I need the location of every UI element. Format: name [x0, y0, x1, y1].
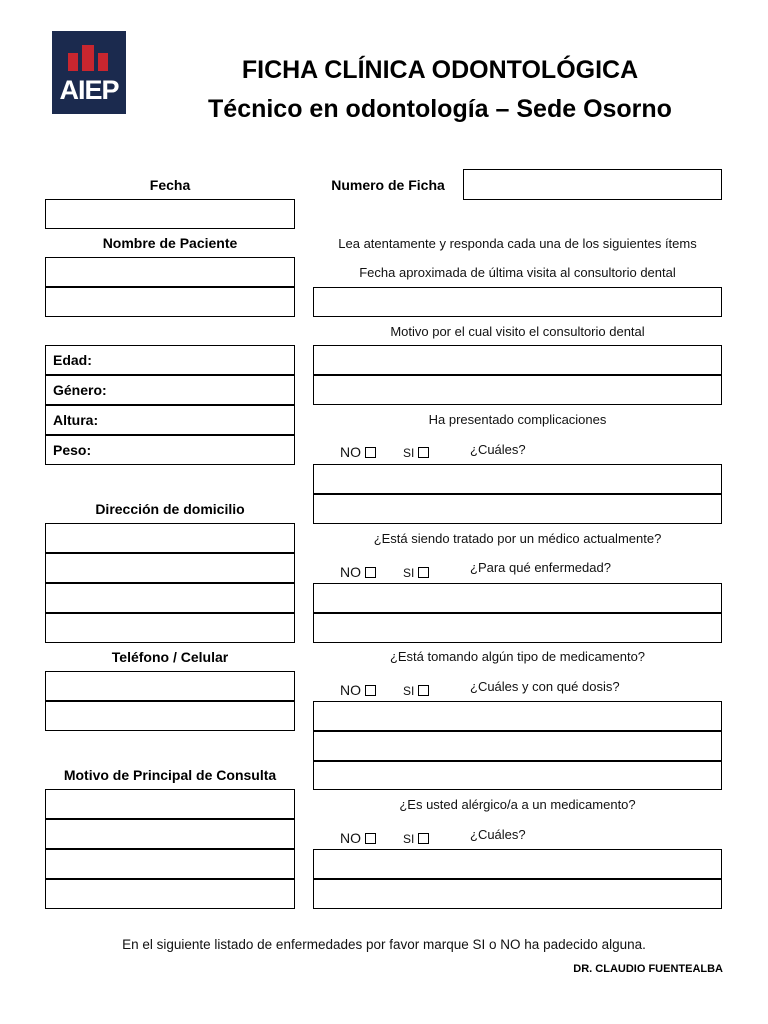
motivo-visita-field-2[interactable]: [313, 375, 722, 405]
q-alergico-follow: ¿Cuáles?: [470, 827, 526, 842]
altura-field[interactable]: [45, 405, 295, 435]
direccion-label: Dirección de domicilio: [95, 501, 245, 517]
no-label: NO: [340, 830, 361, 846]
checkbox-icon[interactable]: [365, 567, 376, 578]
logo-bar: [98, 53, 108, 71]
no-label: NO: [340, 564, 361, 580]
direccion-field-4[interactable]: [45, 613, 295, 643]
paciente-label: Nombre de Paciente: [102, 235, 238, 251]
peso-label: Peso:: [53, 442, 92, 458]
checkbox-icon[interactable]: [365, 447, 376, 458]
medicamento-field-2[interactable]: [313, 731, 722, 761]
page-subtitle: Técnico en odontología – Sede Osorno: [208, 95, 672, 123]
paciente-field-2[interactable]: [45, 287, 295, 317]
alergico-no[interactable]: [340, 830, 376, 846]
checkbox-icon[interactable]: [365, 833, 376, 844]
direccion-field-3[interactable]: [45, 583, 295, 613]
signature: DR. CLAUDIO FUENTEALBA: [573, 963, 723, 975]
alergico-field-2[interactable]: [313, 879, 722, 909]
motivo-field-1[interactable]: [45, 789, 295, 819]
complicaciones-field-2[interactable]: [313, 494, 722, 524]
q-complicaciones: Ha presentado complicaciones: [428, 412, 607, 427]
logo-bar: [82, 45, 94, 71]
logo-text: AIEP: [59, 75, 119, 105]
telefono-field-2[interactable]: [45, 701, 295, 731]
q-medicamento: ¿Está tomando algún tipo de medicamento?: [389, 649, 646, 664]
numero-ficha-label: Numero de Ficha: [331, 177, 445, 193]
altura-label: Altura:: [53, 412, 99, 428]
complicaciones-field-1[interactable]: [313, 464, 722, 494]
tratado-field-1[interactable]: [313, 583, 722, 613]
tratado-field-2[interactable]: [313, 613, 722, 643]
checkbox-icon[interactable]: [418, 447, 429, 458]
motivo-visita-field-1[interactable]: [313, 345, 722, 375]
si-label: SI: [403, 446, 415, 460]
alergico-field-1[interactable]: [313, 849, 722, 879]
edad-field[interactable]: [45, 345, 295, 375]
motivo-label: Motivo de Principal de Consulta: [63, 767, 277, 783]
numero-ficha-field[interactable]: [463, 169, 722, 200]
q-ultima-visita: Fecha aproximada de última visita al consultorio dental: [359, 265, 676, 280]
telefono-label: Teléfono / Celular: [111, 649, 229, 665]
tratado-si[interactable]: [403, 564, 429, 580]
peso-field[interactable]: [45, 435, 295, 465]
direccion-field-2[interactable]: [45, 553, 295, 583]
paciente-field-1[interactable]: [45, 257, 295, 287]
q-medicamento-follow: ¿Cuáles y con qué dosis?: [470, 679, 620, 694]
tratado-no[interactable]: [340, 564, 376, 580]
si-label: SI: [403, 566, 415, 580]
checkbox-icon[interactable]: [418, 567, 429, 578]
instruction-text: Lea atentamente y responda cada una de los siguientes ítems: [338, 236, 697, 251]
q-alergico: ¿Es usted alérgico/a a un medicamento?: [399, 797, 636, 812]
medicamento-field-1[interactable]: [313, 701, 722, 731]
footer-note: En el siguiente listado de enfermedades por favor marque SI o NO ha padecido alguna.: [122, 937, 646, 952]
no-label: NO: [340, 682, 361, 698]
medicamento-field-3[interactable]: [313, 761, 722, 790]
checkbox-icon[interactable]: [418, 685, 429, 696]
page-title: FICHA CLÍNICA ODONTOLÓGICA: [241, 56, 639, 84]
fecha-label: Fecha: [149, 177, 191, 193]
motivo-field-3[interactable]: [45, 849, 295, 879]
q-motivo-visita: Motivo por el cual visito el consultorio dental: [390, 324, 645, 339]
alergico-si[interactable]: [403, 830, 429, 846]
medicamento-si[interactable]: [403, 682, 429, 698]
checkbox-icon[interactable]: [365, 685, 376, 696]
motivo-field-4[interactable]: [45, 879, 295, 909]
medicamento-no[interactable]: [340, 682, 376, 698]
direccion-field-1[interactable]: [45, 523, 295, 553]
fecha-field[interactable]: [45, 199, 295, 229]
q-tratado-follow: ¿Para qué enfermedad?: [470, 560, 611, 575]
logo-bar: [68, 53, 78, 71]
no-label: NO: [340, 444, 361, 460]
aiep-logo: [52, 31, 126, 114]
telefono-field-1[interactable]: [45, 671, 295, 701]
ultima-visita-field[interactable]: [313, 287, 722, 317]
complicaciones-si[interactable]: [403, 444, 429, 460]
q-tratado: ¿Está siendo tratado por un médico actualmente?: [373, 531, 662, 546]
si-label: SI: [403, 684, 415, 698]
si-label: SI: [403, 832, 415, 846]
genero-label: Género:: [53, 382, 107, 398]
complicaciones-no[interactable]: [340, 444, 376, 460]
genero-field[interactable]: [45, 375, 295, 405]
q-complicaciones-follow: ¿Cuáles?: [470, 442, 526, 457]
checkbox-icon[interactable]: [418, 833, 429, 844]
edad-label: Edad:: [53, 352, 92, 368]
motivo-field-2[interactable]: [45, 819, 295, 849]
